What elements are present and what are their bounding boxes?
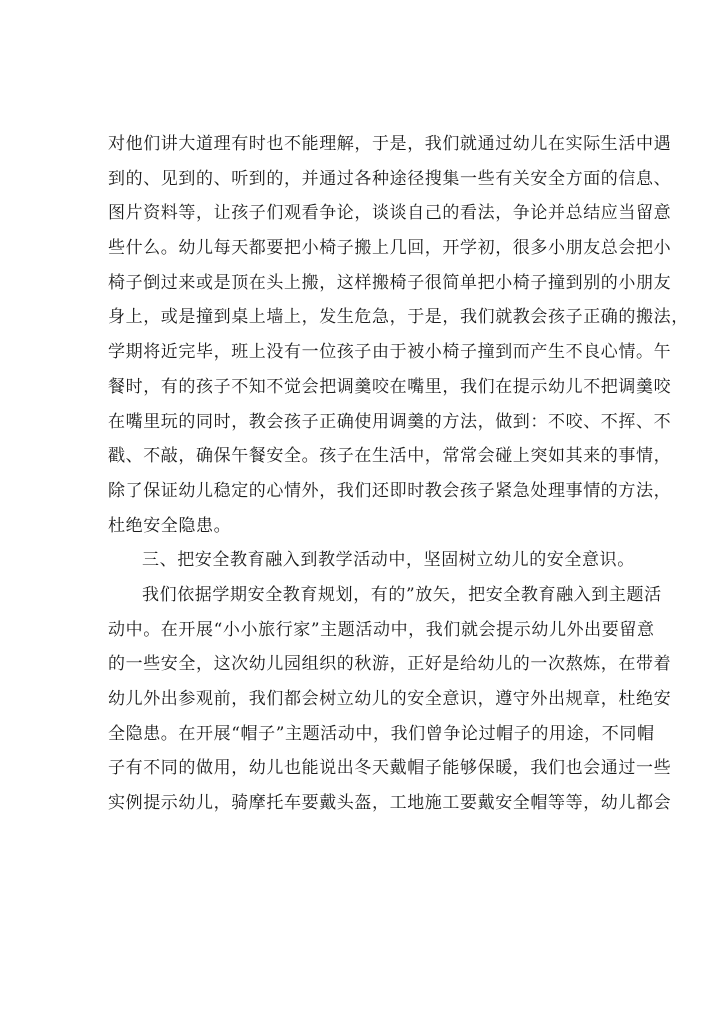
section-heading: 三、把安全教育融入到教学活动中，坚固树立幼儿的安全意识。 (142, 550, 635, 571)
text-line: 学期将近完毕，班上没有一位孩子由于被小椅子撞到而产生不良心情。午 (108, 342, 672, 363)
text-line: 在嘴里玩的同时，教会孩子正确使用调羹的方法，做到：不咬、不挥、不 (108, 411, 672, 432)
text-line: 椅子倒过来或是顶在头上搬，这样搬椅子很简单把小椅子撞到别的小朋友 (108, 272, 672, 293)
text-line: 些什么。幼儿每天都要把小椅子搬上几回，开学初，很多小朋友总会把小 (108, 238, 672, 259)
text-line: 实例提示幼儿，骑摩托车要戴头盔，工地施工要戴安全帽等等，幼儿都会 (108, 793, 672, 814)
body-text (108, 127, 689, 821)
text-line: 到的、见到的、听到的，并通过各种途径搜集一些有关安全方面的信息、 (108, 168, 672, 189)
text-line: 身上，或是撞到桌上墙上，发生危急，于是，我们就教会孩子正确的搬法， (108, 307, 689, 328)
text-line: 全隐患。在开展“帽子”主题活动中，我们曾争论过帽子的用途，不同帽 (108, 723, 655, 744)
text-line: 的一些安全，这次幼儿园组织的秋游，正好是给幼儿的一次熬炼，在带着 (108, 654, 672, 675)
text-line: 戳、不敲，确保午餐安全。孩子在生活中，常常会碰上突如其来的事情， (108, 446, 672, 467)
text-line: 子有不同的做用，幼儿也能说出冬天戴帽子能够保暖，我们也会通过一些 (108, 758, 672, 779)
text-line: 餐时，有的孩子不知不觉会把调羹咬在嘴里，我们在提示幼儿不把调羹咬 (108, 376, 672, 397)
text-line: 图片资料等，让孩子们观看争论，谈谈自己的看法，争论并总结应当留意 (108, 203, 672, 224)
text-line: 我们依据学期安全教育规划，有的”放矢，把安全教育融入到主题活 (142, 584, 662, 605)
text-line: 除了保证幼儿稳定的心情外，我们还即时教会孩子紧急处理事情的方法， (108, 480, 672, 501)
text-line: 对他们讲大道理有时也不能理解，于是，我们就通过幼儿在实际生活中遇 (108, 134, 672, 154)
text-line: 杜绝安全隐患。 (108, 515, 232, 536)
text-line: 幼儿外出参观前，我们都会树立幼儿的安全意识，遵守外出规章，杜绝安 (108, 689, 672, 709)
text-line: 动中。在开展“小小旅行家”主题活动中，我们就会提示幼儿外出要留意 (108, 619, 655, 640)
